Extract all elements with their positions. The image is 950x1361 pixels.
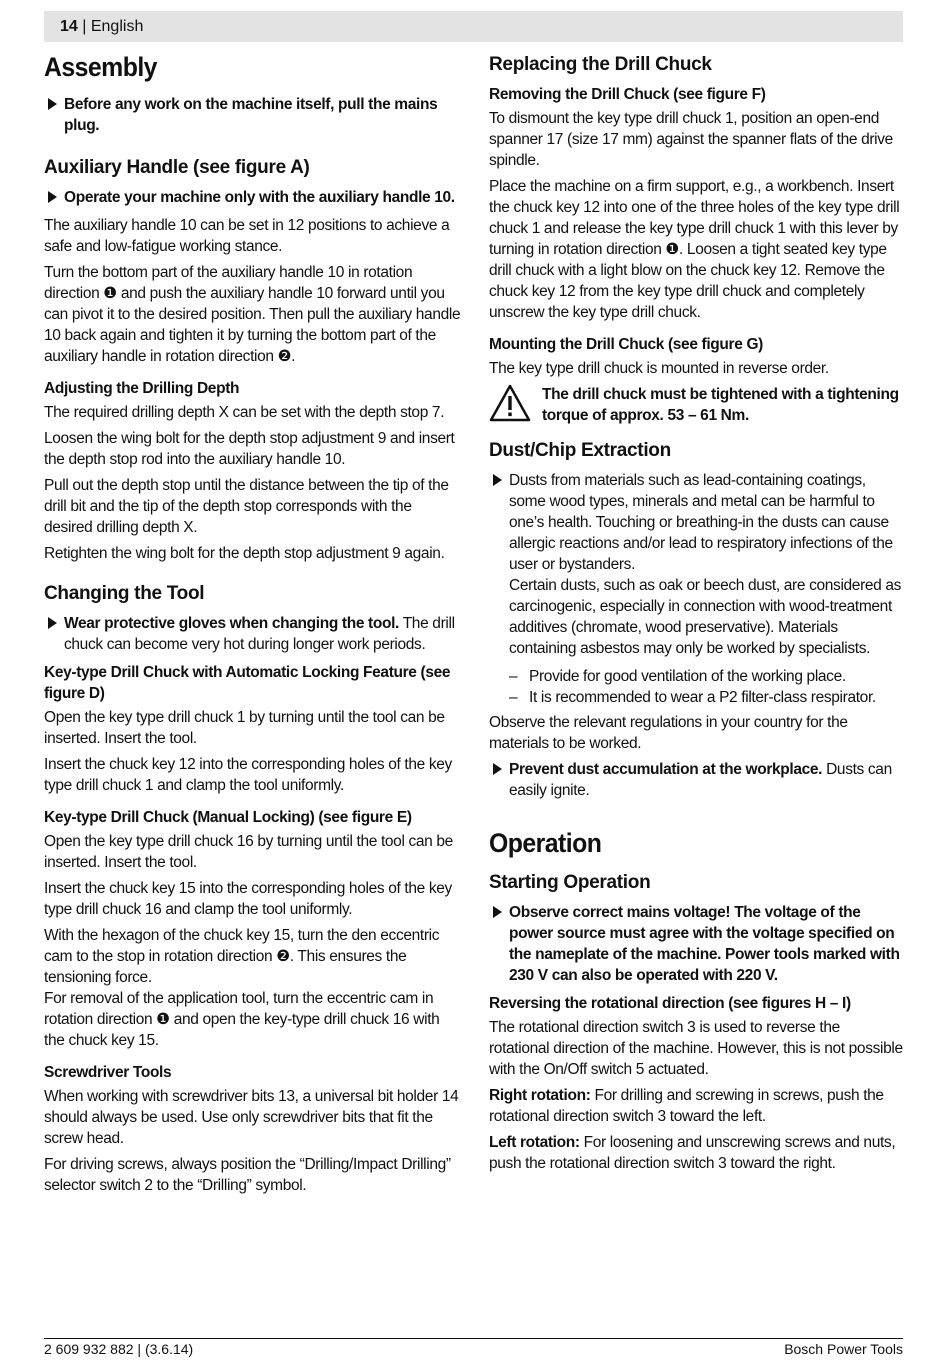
bullet-text: Dusts from materials such as lead-containing coatings, some wood types, minerals and metal can be harmful to one’s health. Touching or breathing-in the dusts can cause allergic reactions and/or lead to respiratory infections of the user or bystanders. <box>509 472 893 573</box>
paragraph: The required drilling depth X can be set with the depth stop 7. <box>44 404 445 421</box>
paragraph: Observe the relevant regulations in your country for the materials to be worked. <box>489 714 848 752</box>
key-auto-heading: Key-type Drill Chuck with Automatic Locking Feature (see figure D) <box>44 664 451 702</box>
right-rotation-label: Right rotation: <box>489 1087 591 1104</box>
changing-tool-heading: Changing the Tool <box>44 583 205 604</box>
depth-heading: Adjusting the Drilling Depth <box>44 380 240 397</box>
operation-heading: Operation <box>489 828 602 858</box>
assembly-heading: Assembly <box>44 52 157 82</box>
bullet-text: The drill chuck can become very hot during longer work periods. <box>64 615 455 653</box>
bullet-triangle-icon <box>48 98 57 110</box>
paragraph: Insert the chuck key 15 into the corresponding holes of the key type drill chuck 16 and clamp the tool uniformly. <box>44 880 452 918</box>
mount-chuck-heading: Mounting the Drill Chuck (see figure G) <box>489 336 763 353</box>
key-manual-heading: Key-type Drill Chuck (Manual Locking) (see figure E) <box>44 809 412 826</box>
paragraph: The rotational direction switch 3 is used to reverse the rotational direction of the machine. However, this is not possible with the On/Off switch 5 actuated. <box>489 1019 903 1078</box>
bullet-triangle-icon <box>493 474 502 486</box>
paragraph: When working with screwdriver bits 13, a universal bit holder 14 should always be used. Use only screwdriver bits that fit the screw head. <box>44 1088 459 1147</box>
screwdriver-heading: Screwdriver Tools <box>44 1064 172 1081</box>
bullet-item <box>44 94 462 136</box>
remove-chuck-heading: Removing the Drill Chuck (see figure F) <box>489 86 766 103</box>
footer-divider <box>44 1338 903 1339</box>
right-column <box>489 52 904 1179</box>
paragraph: Open the key type drill chuck 16 by turning until the tool can be inserted. Insert the tool. <box>44 833 453 871</box>
paragraph <box>489 1132 904 1174</box>
starting-operation-heading: Starting Operation <box>489 872 651 893</box>
replace-chuck-heading: Replacing the Drill Chuck <box>489 54 712 75</box>
warning-text: The drill chuck must be tightened with a tightening torque of approx. 53 – 61 Nm. <box>542 386 899 424</box>
bullet-item <box>489 902 904 986</box>
bullet-triangle-icon <box>493 906 502 918</box>
warning-triangle-icon <box>489 384 531 422</box>
paragraph: Open the key type drill chuck 1 by turning until the tool can be inserted. Insert the tool. <box>44 709 445 747</box>
aux-handle-heading: Auxiliary Handle (see figure A) <box>44 157 310 178</box>
bullet-item <box>489 759 904 801</box>
bullet-triangle-icon <box>48 617 57 629</box>
bullet-text: Observe correct mains voltage! The voltage of the power source must agree with the voltage specified on the nameplate of the machine. Power tools marked with 230 V can also be operated with 220 V. <box>509 904 900 984</box>
paragraph: Retighten the wing bolt for the depth stop adjustment 9 again. <box>44 545 445 562</box>
paragraph: For removal of the application tool, turn the eccentric cam in rotation direction ❶ and open the key-type drill chuck 16 with the chuck key 15. <box>44 990 440 1049</box>
paragraph: With the hexagon of the chuck key 15, turn the den eccentric cam to the stop in rotation direction ❷. This ensures the tensioning force. <box>44 927 440 986</box>
left-rotation-text: For loosening and unscrewing screws and nuts, push the rotational direction switch 3 toward the right. <box>489 1134 896 1172</box>
dash-item: – Provide for good ventilation of the working place. <box>509 668 846 685</box>
left-column <box>44 50 462 1201</box>
bullet-triangle-icon <box>493 763 502 775</box>
paragraph: Place the machine on a firm support, e.g., a workbench. Insert the chuck key 12 into one of the three holes of the key type drill chuck 1 and release the key type drill chuck 1 with this lever by turning in rotation direction ❶. Loosen a tight seated key type drill chuck with a light blow on the chuck key 12. Remove the chuck key 12 from the key type drill chuck and completely unscrew the key type drill chuck. <box>489 178 900 321</box>
dash-item: – It is recommended to wear a P2 filter-class respirator. <box>509 689 876 706</box>
paragraph: Turn the bottom part of the auxiliary handle 10 in rotation direction ❶ and push the auxiliary handle 10 forward until you can pivot it to the desired position. Then pull the auxiliary handle 10 back again and tighten it by turning the bottom part of the auxiliary handle in rotation direction ❷. <box>44 264 461 365</box>
header-separator: | <box>82 18 87 35</box>
bullet-bold-text: Wear protective gloves when changing the tool. <box>64 615 400 632</box>
header-language: English <box>90 18 144 35</box>
reversing-heading: Reversing the rotational direction (see figures H – I) <box>489 995 851 1012</box>
page-header <box>44 11 903 42</box>
bullet-bold-text: Prevent dust accumulation at the workplace. <box>509 761 823 778</box>
paragraph: Loosen the wing bolt for the depth stop adjustment 9 and insert the depth stop rod into the auxiliary handle 10. <box>44 430 455 468</box>
page-number: 14 <box>60 18 78 35</box>
paragraph: For driving screws, always position the “Drilling/Impact Drilling” selector switch 2 to the “Drilling” symbol. <box>44 1156 451 1194</box>
warning-note <box>489 384 904 426</box>
bullet-item <box>44 187 462 208</box>
bullet-text: Before any work on the machine itself, pull the mains plug. <box>64 96 438 134</box>
left-rotation-label: Left rotation: <box>489 1134 580 1151</box>
footer-brand: Bosch Power Tools <box>784 1341 903 1357</box>
bullet-item <box>489 470 904 659</box>
right-rotation-text: For drilling and screwing in screws, push the rotational direction switch 3 toward the left. <box>489 1087 884 1125</box>
dust-extraction-heading: Dust/Chip Extraction <box>489 440 671 461</box>
paragraph: The key type drill chuck is mounted in reverse order. <box>489 360 829 377</box>
footer-doc-number: 2 609 932 882 | (3.6.14) <box>44 1341 194 1357</box>
paragraph: The auxiliary handle 10 can be set in 12 positions to achieve a safe and low-fatigue working stance. <box>44 217 450 255</box>
bullet-text: Operate your machine only with the auxiliary handle 10. <box>64 189 455 206</box>
paragraph: Insert the chuck key 12 into the corresponding holes of the key type drill chuck 1 and clamp the tool uniformly. <box>44 756 452 794</box>
dash-text: It is recommended to wear a P2 filter-class respirator. <box>529 689 876 706</box>
bullet-text: Certain dusts, such as oak or beech dust, are considered as carcinogenic, especially in connection with wood-treatment additives (chromate, wood preservative). Materials containing asbestos may only be worked by specialists. <box>509 577 902 657</box>
paragraph: Pull out the depth stop until the distance between the tip of the drill bit and the tip of the depth stop corresponds with the desired drilling depth X. <box>44 477 449 536</box>
bullet-triangle-icon <box>48 191 57 203</box>
bullet-text: Dusts can easily ignite. <box>509 761 892 799</box>
paragraph <box>489 1085 904 1127</box>
bullet-item <box>44 613 462 655</box>
dash-text: Provide for good ventilation of the working place. <box>529 668 846 685</box>
paragraph: To dismount the key type drill chuck 1, position an open-end spanner 17 (size 17 mm) against the spanner flats of the drive spindle. <box>489 110 893 169</box>
